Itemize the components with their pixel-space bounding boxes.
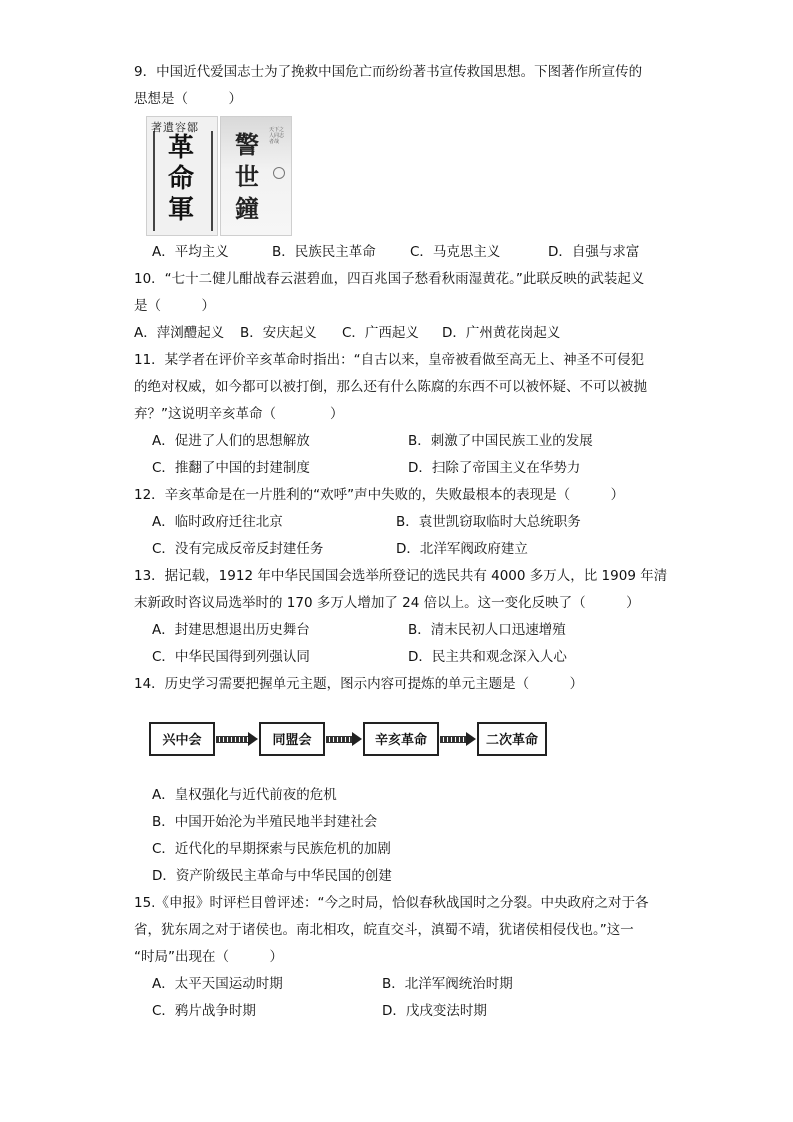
book2-title xyxy=(227,129,267,225)
q11-option-d[interactable]: D．扫除了帝国主义在华势力 xyxy=(408,460,581,476)
q14-stem-line1: 14．历史学习需要把握单元主题，图示内容可提炼的单元主题是（ ） xyxy=(134,676,584,692)
q11-stem-line2: 的绝对权威，如今都可以被打倒，那么还有什么陈腐的东西不可以被怀疑、不可以被抛 xyxy=(134,379,647,395)
book1-title-char: 命 xyxy=(167,164,194,194)
book1-title-char: 革 xyxy=(167,133,194,163)
q15-stem-line1: 15.《申报》时评栏目曾评述：“今之时局，恰似春秋战国时之分裂。中央政府之对于各 xyxy=(134,895,649,911)
book2-title-char: 鐘 xyxy=(235,194,259,223)
q10-stem-line1: 10．“七十二健儿酣战春云湛碧血，四百兆国子愁看秋雨湿黄花。”此联反映的武装起义 xyxy=(134,271,645,287)
q10-option-b[interactable]: B．安庆起义 xyxy=(240,325,317,341)
q11-option-b[interactable]: B．刺激了中国民族工业的发展 xyxy=(408,433,593,449)
q14-option-b[interactable]: B．中国开始沦为半殖民地半封建社会 xyxy=(152,814,378,830)
q15-stem-line3: “时局”出现在（ ） xyxy=(134,949,283,965)
seal-icon xyxy=(273,167,285,179)
q10-stem-line2: 是（ ） xyxy=(134,298,215,314)
flow-box-xingzhonghui: 兴中会 xyxy=(149,722,215,756)
q15-option-d[interactable]: D．戊戌变法时期 xyxy=(382,1003,487,1019)
q12-option-b[interactable]: B．袁世凯窃取临时大总统职务 xyxy=(396,514,581,530)
book2-title-char: 世 xyxy=(235,162,259,191)
q11-stem-line1: 11．某学者在评价辛亥革命时指出：“自古以来，皇帝被看做至高无上、神圣不可侵犯 xyxy=(134,352,645,368)
q12-option-a[interactable]: A．临时政府迁往北京 xyxy=(152,514,283,530)
flow-box-tongmenghui: 同盟会 xyxy=(259,722,325,756)
book2-title-char: 警 xyxy=(235,130,259,159)
q10-option-d[interactable]: D．广州黄花岗起义 xyxy=(442,325,561,341)
flow-arrow-icon xyxy=(216,735,258,743)
flow-arrow-icon xyxy=(440,735,476,743)
q15-option-a[interactable]: A．太平天国运动时期 xyxy=(152,976,283,992)
q11-stem-line3: 弃？”这说明辛亥革命（ ） xyxy=(134,406,344,422)
q9-option-a[interactable]: A．平均主义 xyxy=(152,244,229,260)
flow-box-xinhai-geming: 辛亥革命 xyxy=(363,722,439,756)
q14-option-a[interactable]: A．皇权强化与近代前夜的危机 xyxy=(152,787,337,803)
q9-option-d[interactable]: D．自强与求富 xyxy=(548,244,640,260)
q10-option-a[interactable]: A．萍浏醴起义 xyxy=(134,325,225,341)
q10-option-c[interactable]: C．广西起义 xyxy=(342,325,419,341)
q15-option-b[interactable]: B．北洋军阀统治时期 xyxy=(382,976,513,992)
book1-title-char: 軍 xyxy=(167,195,194,225)
q13-stem-line1: 13．据记载，1912 年中华民国国会选举所登记的选民共有 4000 多万人，比 1909 年清 xyxy=(134,568,668,584)
q13-option-b[interactable]: B．清末民初人口迅速增殖 xyxy=(408,622,566,638)
q9-stem-line1: 9．中国近代爱国志士为了挽救中国危亡而纷纷著书宣传救国思想。下图著作所宣传的 xyxy=(134,64,643,80)
q12-option-c[interactable]: C．没有完成反帝反封建任务 xyxy=(152,541,324,557)
flow-box-erci-geming: 二次革命 xyxy=(477,722,547,756)
q12-stem-line1: 12．辛亥革命是在一片胜利的“欢呼”声中失败的，失败最根本的表现是（ ） xyxy=(134,487,625,503)
book-cover-jingshi-zhong xyxy=(220,116,292,236)
book2-side-text: 天下之人同志者哉 xyxy=(269,127,285,145)
q13-option-d[interactable]: D．民主共和观念深入人心 xyxy=(408,649,567,665)
q9-stem-line2: 思想是（ ） xyxy=(134,91,242,107)
q13-option-c[interactable]: C．中华民国得到列强认同 xyxy=(152,649,310,665)
q15-option-c[interactable]: C．鸦片战争时期 xyxy=(152,1003,256,1019)
book1-title xyxy=(163,133,199,226)
flow-arrow-icon xyxy=(326,735,362,743)
q12-option-d[interactable]: D．北洋军阀政府建立 xyxy=(396,541,528,557)
q13-option-a[interactable]: A．封建思想退出历史舞台 xyxy=(152,622,310,638)
q13-stem-line2: 末新政时咨议局选举时的 170 多万人增加了 24 倍以上。这一变化反映了（ ） xyxy=(134,595,640,611)
book1-author-line: 著遺容鄒 xyxy=(151,121,199,134)
q14-option-c[interactable]: C．近代化的早期探索与民族危机的加剧 xyxy=(152,841,391,857)
q9-option-b[interactable]: B．民族民主革命 xyxy=(272,244,376,260)
q9-option-c[interactable]: C．马克思主义 xyxy=(410,244,501,260)
q11-option-c[interactable]: C．推翻了中国的封建制度 xyxy=(152,460,310,476)
q11-option-a[interactable]: A．促进了人们的思想解放 xyxy=(152,433,310,449)
book-cover-geming-jun xyxy=(146,116,218,236)
q14-option-d[interactable]: D．资产阶级民主革命与中华民国的创建 xyxy=(152,868,392,884)
q15-stem-line2: 省，犹东周之对于诸侯也。南北相攻，皖直交斗，滇蜀不靖，犹诸侯相侵伐也。”这一 xyxy=(134,922,634,938)
